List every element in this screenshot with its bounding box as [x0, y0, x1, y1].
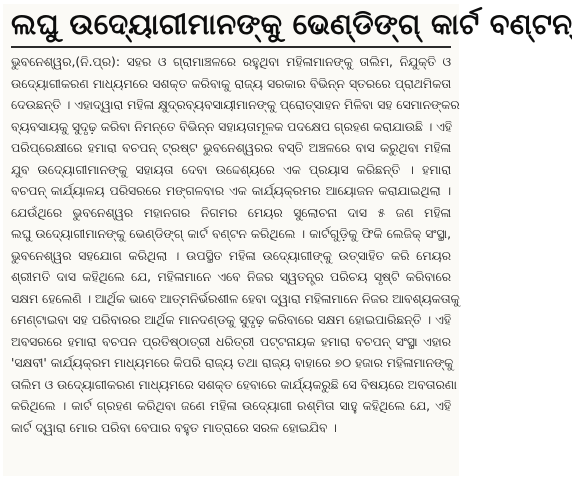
article-body [3, 52, 459, 439]
article-line: ପରିପ୍ରେକ୍ଷୀରେ ହମାରା ବଚପନ୍ ଟ୍ରଷ୍ଟ ଭୁବନେଶ୍ୱରର ବସ୍ତି ଅଞ୍ଚଳରେ ବାସ କରୁଥିବା ମହିଳା [11, 141, 451, 155]
article-line: ବ୍ୟବସାୟକୁ ସୁଦୃଢ଼ କରିବା ନିମନ୍ତେ ବିଭିନ୍ନ ସହାୟତାମୂଳକ ପଦକ୍ଷେପ ଗ୍ରହଣ କରାଯାଉଛି । ଏହି [11, 119, 452, 134]
article-line: ଯୁବ ଉଦ୍ୟୋଗୀମାନଙ୍କୁ ସହାୟତା ଦେବା ଉଦ୍ଦେଶ୍ୟରେ ଏକ ପ୍ରୟାସ କରିଛନ୍ତି । ହମାରା [11, 162, 451, 177]
article-line: ଭୁବନେଶ୍ୱର,(ନି.ପ୍ର): ସହର ଓ ଗ୍ରାମାଞ୍ଚଳରେ ରହୁଥିବା ମହିଳାମାନଙ୍କୁ ତାଲିମ, ନିଯୁକ୍ତି ଓ [11, 55, 451, 69]
article-line: ଉଦ୍ୟୋଗୀକରଣ ମାଧ୍ୟମରେ ସଶକ୍ତ କରିବାକୁ ରାଜ୍ୟ ସରକାର ବିଭିନ୍ନ ସ୍ତରରେ ପ୍ରାଥମିକତା [11, 76, 451, 91]
article-line: ଭୁବନେଶ୍ୱର ସହଯୋଗ କରିଥିଲା । ଉପସ୍ଥିତ ମହିଳା ଉଦ୍ୟୋଗୀଙ୍କୁ ଉତ୍ସାହିତ କରି ମେୟର [11, 248, 451, 263]
article-line: ବଚପନ୍ କାର୍ଯ୍ୟାଳୟ ପରିସରରେ ମଙ୍ଗଳବାର ଏକ କାର୍ଯ୍ୟକ୍ରମର ଆୟୋଜନ କରାଯାଇଥିଲା । [11, 184, 451, 198]
article-line: ସକ୍ଷମ ହେଲେଣି । ଆର୍ଥିକ ଭାବେ ଆତ୍ମନିର୍ଭରଶୀଳ ହେବା ଦ୍ୱାରା ମହିଳାମାନେ ନିଜର ଆବଶ୍ୟକତାକୁ [11, 291, 460, 306]
article-line: ଅବସରରେ ହମାରା ବଚପନ ପ୍ରତିଷ୍ଠାତ୍ରୀ ଧରିତ୍ରୀ ପଟ୍ଟନାୟକ ହମାରା ବଚପନ୍ ସଂସ୍ଥା ଏହାର [11, 334, 451, 349]
article-line: 'ସକ୍ଷବୀ' କାର୍ଯ୍ୟକ୍ରମ ମାଧ୍ୟମରେ କିପରି ରାଜ୍ୟ ତଥା ରାଜ୍ୟ ବାହାରେ ୭୦ ହଜାର ମହିଳାମାନଙ୍କୁ [11, 356, 454, 370]
newspaper-clipping [3, 4, 572, 476]
article-line: ଦେଉଛନ୍ତି । ଏହାଦ୍ୱାରା ମହିଳା କ୍ଷୁଦ୍ରବ୍ୟବସାୟୀମାନଙ୍କୁ ପ୍ରୋତ୍ସାହନ ମିଳିବା ସହ ସେମାନଙ୍କର [11, 98, 460, 112]
article-line: କରିଥିଲେ । କାର୍ଟ ଗ୍ରହଣ କରିଥିବା ଜଣେ ମହିଳା ଉଦ୍ୟୋଗୀ ରଶ୍ମିତା ସାହୁ କହିଥିଲେ ଯେ, ଏହି [11, 399, 451, 413]
article-line: ମେଣ୍ଟାଇବା ସହ ପରିବାରର ଆର୍ଥିକ ମାନଦଣ୍ଡକୁ ସୁଦୃଢ଼ କରିବାରେ ସକ୍ଷମ ହୋଇପାରିଛନ୍ତି । ଏହି [11, 313, 451, 327]
headline: ଲଘୁ ଉଦ୍ୟୋଗୀମାନଙ୍କୁ ଭେଣ୍ଡିଙ୍ଗ୍ କାର୍ଟ ବଣ୍ଟନ୍ [11, 7, 572, 41]
article-line: ଯେଉଁଥିରେ ଭୁବନେଶ୍ୱର ମହାନଗର ନିଗମର ମେୟର ସୁଲୋଚନା ଦାସ ୫ ଜଣ ମହିଳା [11, 205, 451, 220]
article-line: କାର୍ଟ ଦ୍ୱାରା ମୋର ପରିବା ବେପାର ବହୁତ ମାତ୍ରାରେ ସରଳ ହୋଇଯିବ । [11, 420, 337, 435]
headline-rule [11, 46, 451, 48]
article-line: ତାଲିମ ଓ ଉଦ୍ୟୋଗୀକରଣ ମାଧ୍ୟମରେ ସଶକ୍ତ ହେବାରେ କାର୍ଯ୍ୟକରୁଛି ସେ ବିଷୟରେ ଅବତାରଣା [11, 377, 457, 392]
article-line: ଶ୍ରୀମତି ଦାସ କହିଥିଲେ ଯେ, ମହିଳାମାନେ ଏବେ ନିଜର ସ୍ୱତନ୍ତ୍ର ପରିଚୟ ସୃଷ୍ଟି କରିବାରେ [11, 270, 451, 284]
article-line: ଲଘୁ ଉଦ୍ୟୋଗୀମାନଙ୍କୁ ଭେଣ୍ଡିଙ୍ଗ୍ କାର୍ଟ ବଣ୍ଟନ କରିଥିଲେ । କାର୍ଟଗୁଡ଼ିକୁ ଫିକି ଲେଜିକ୍ ସଂସ୍ଥା, [11, 227, 451, 241]
